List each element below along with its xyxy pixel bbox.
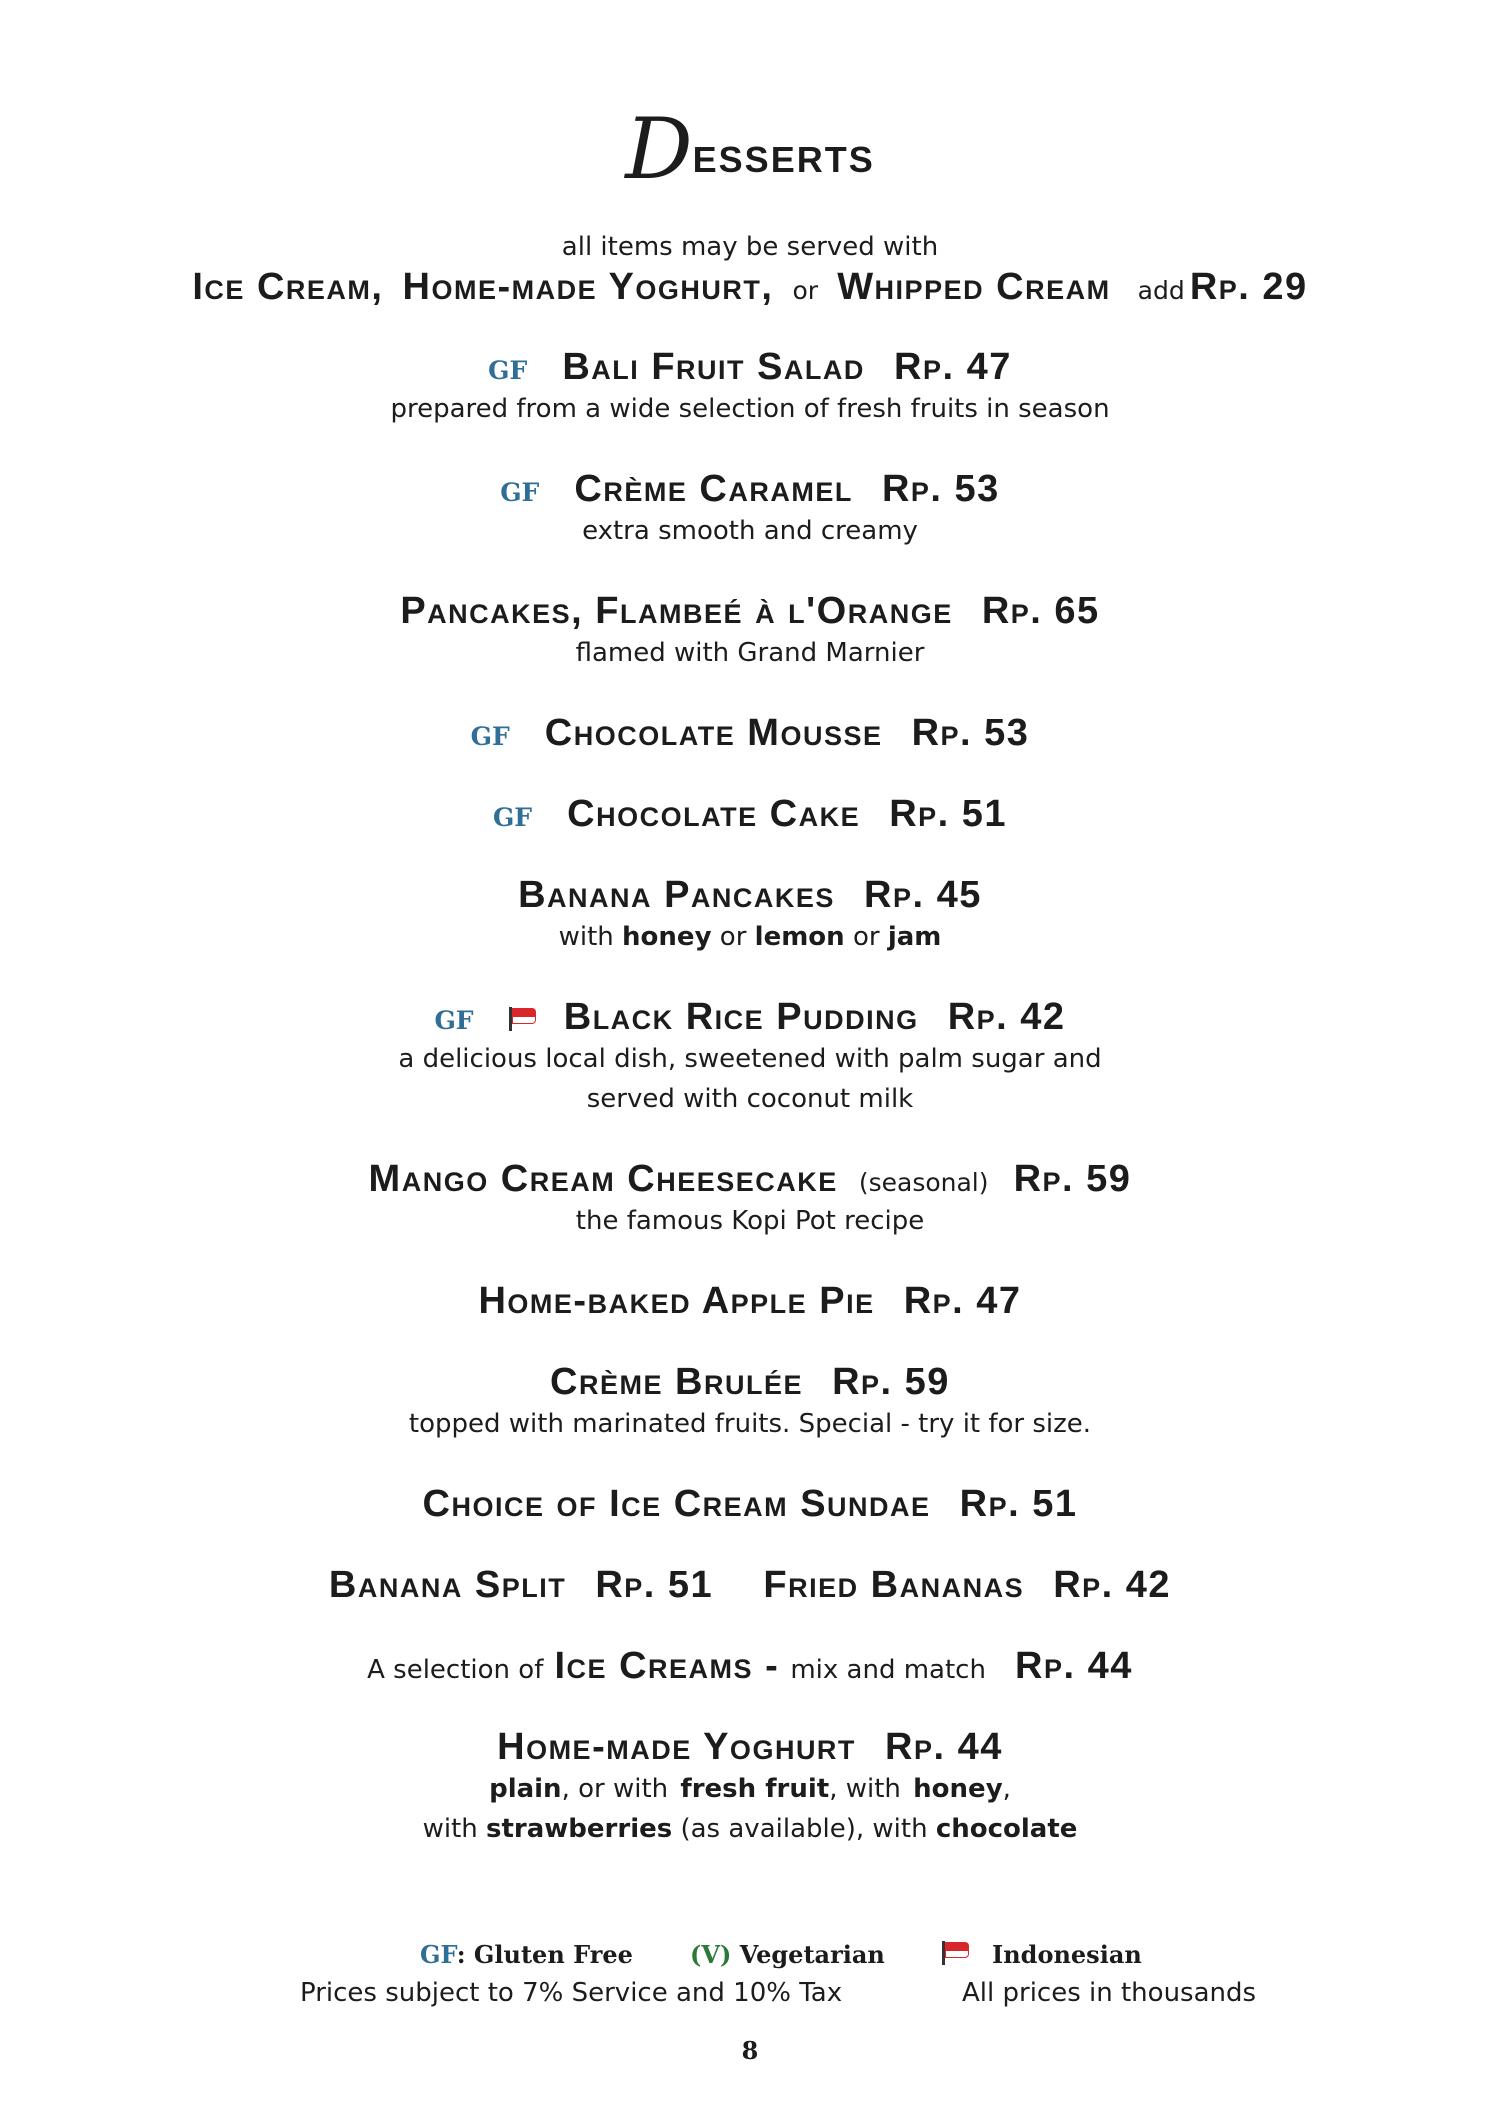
gluten-free-badge: GF [500, 478, 540, 507]
item-price-fried-bananas: Rp. 42 [1053, 1564, 1172, 1606]
desc-lemon: lemon [754, 922, 845, 952]
desc-text: , with [829, 1774, 901, 1804]
item-price: Rp. 53 [881, 468, 1000, 510]
indonesian-flag-icon [942, 1941, 970, 1965]
item-price: Rp. 45 [864, 874, 982, 916]
item-suffix: mix and match [790, 1655, 986, 1685]
item-price: Rp. 59 [1013, 1158, 1132, 1200]
item-description: topped with marinated fruits. Special - try it for size. [408, 1409, 1092, 1439]
menu-item-mango-cheesecake [0, 1158, 1500, 1201]
item-name-fried-bananas: Fried Bananas [763, 1564, 1025, 1606]
desc-fresh-fruit: fresh fruit [680, 1774, 830, 1804]
intro-options [0, 266, 1500, 309]
legend-v-label: Vegetarian [739, 1940, 885, 1969]
desc-plain: plain [489, 1774, 562, 1804]
legend-indo-label: Indonesian [992, 1940, 1142, 1969]
desc-text: , [1002, 1774, 1011, 1804]
item-name: Ice Creams - [554, 1645, 780, 1687]
menu-item-sundae [0, 1483, 1500, 1526]
item-note: (seasonal) [858, 1168, 989, 1197]
desc-honey: honey [913, 1774, 1003, 1804]
indonesian-flag-icon [509, 1007, 537, 1031]
item-name: Black Rice Pudding [563, 996, 919, 1038]
menu-item-pancakes-flambee [0, 590, 1500, 633]
item-price: Rp. 44 [885, 1726, 1003, 1768]
option-ice-cream: Ice Cream, [192, 266, 384, 308]
item-description [0, 922, 1500, 952]
item-description: prepared from a wide selection of fresh fruits in season [390, 394, 1110, 424]
page-title [0, 100, 1500, 198]
menu-item-black-rice-pudding [0, 996, 1500, 1039]
gluten-free-badge: GF [492, 803, 533, 832]
legend-vegetarian [690, 1940, 885, 1969]
desc-chocolate: chocolate [935, 1814, 1078, 1844]
item-price: Rp. 47 [903, 1280, 1022, 1322]
desc-honey: honey [622, 922, 712, 952]
item-price: Rp. 44 [1015, 1645, 1133, 1687]
menu-item-yoghurt [0, 1726, 1500, 1769]
item-description: extra smooth and creamy [582, 516, 918, 546]
legend-gf-key: GF [420, 1940, 457, 1969]
item-name: Bali Fruit Salad [562, 346, 865, 388]
page-number: 8 [741, 2036, 759, 2065]
desc-text: (as available), with [680, 1814, 928, 1844]
item-price: Rp. 42 [947, 996, 1066, 1038]
menu-item-chocolate-mousse [0, 712, 1500, 755]
desc-or: or [852, 922, 880, 952]
desc-or: or [719, 922, 747, 952]
thousands-note: All prices in thousands [962, 1978, 1257, 2008]
legend-gluten-free [420, 1940, 633, 1969]
intro-line: all items may be served with [561, 232, 939, 262]
item-prefix: A selection of [367, 1655, 544, 1685]
title-rest: esserts [692, 126, 875, 184]
item-description: a delicious local dish, sweetened with palm sugar and [398, 1044, 1102, 1074]
menu-item-ice-creams [0, 1645, 1500, 1688]
desc-with: with [558, 922, 614, 952]
item-name: Chocolate Mousse [544, 712, 883, 754]
option-price: Rp. 29 [1189, 266, 1308, 308]
item-name: Choice of Ice Cream Sundae [422, 1483, 931, 1525]
item-price: Rp. 47 [894, 346, 1012, 388]
menu-item-bali-fruit-salad [0, 346, 1500, 389]
option-add: add [1137, 276, 1185, 305]
legend-v-key: (V) [690, 1940, 732, 1969]
item-description [0, 1774, 1500, 1804]
item-name: Banana Pancakes [518, 874, 835, 916]
item-price: Rp. 65 [981, 590, 1100, 632]
title-initial: D [625, 100, 693, 198]
item-name: Mango Cream Cheesecake [368, 1158, 838, 1200]
item-name: Pancakes, Flambeé à l'Orange [400, 590, 953, 632]
desc-strawberries: strawberries [486, 1814, 673, 1844]
desc-jam: jam [887, 922, 942, 952]
item-name: Crème Caramel [574, 468, 853, 510]
menu-item-creme-caramel [0, 468, 1500, 511]
item-description: served with coconut milk [586, 1084, 914, 1114]
option-whipped-cream: Whipped Cream [837, 266, 1111, 308]
item-name: Chocolate Cake [567, 793, 861, 835]
desc-text: with [422, 1814, 478, 1844]
item-name-banana-split: Banana Split [328, 1564, 567, 1606]
menu-item-banana-pancakes [0, 874, 1500, 917]
item-price: Rp. 51 [889, 793, 1008, 835]
item-description [0, 1814, 1500, 1844]
prices-note: Prices subject to 7% Service and 10% Tax [300, 1978, 843, 2008]
item-price: Rp. 53 [911, 712, 1030, 754]
item-name: Home-made Yoghurt [497, 1726, 856, 1768]
menu-item-banana-split-fried-bananas [0, 1564, 1500, 1607]
legend-indonesian [942, 1940, 1142, 1969]
menu-item-apple-pie [0, 1280, 1500, 1323]
desc-text: , or with [561, 1774, 669, 1804]
item-description: flamed with Grand Marnier [575, 638, 925, 668]
item-name: Home-baked Apple Pie [478, 1280, 875, 1322]
item-price-banana-split: Rp. 51 [595, 1564, 714, 1606]
item-name: Crème Brulée [550, 1361, 804, 1403]
item-price: Rp. 59 [832, 1361, 950, 1403]
option-or: or [792, 276, 819, 305]
gluten-free-badge: GF [488, 356, 528, 385]
gluten-free-badge: GF [470, 722, 510, 751]
menu-item-creme-brulee [0, 1361, 1500, 1404]
option-yoghurt: Home-made Yoghurt, [402, 266, 774, 308]
menu-item-chocolate-cake [0, 793, 1500, 836]
item-description: the famous Kopi Pot recipe [575, 1206, 925, 1236]
gluten-free-badge: GF [434, 1006, 474, 1035]
item-price: Rp. 51 [959, 1483, 1078, 1525]
legend-gf-label: : Gluten Free [456, 1940, 633, 1969]
